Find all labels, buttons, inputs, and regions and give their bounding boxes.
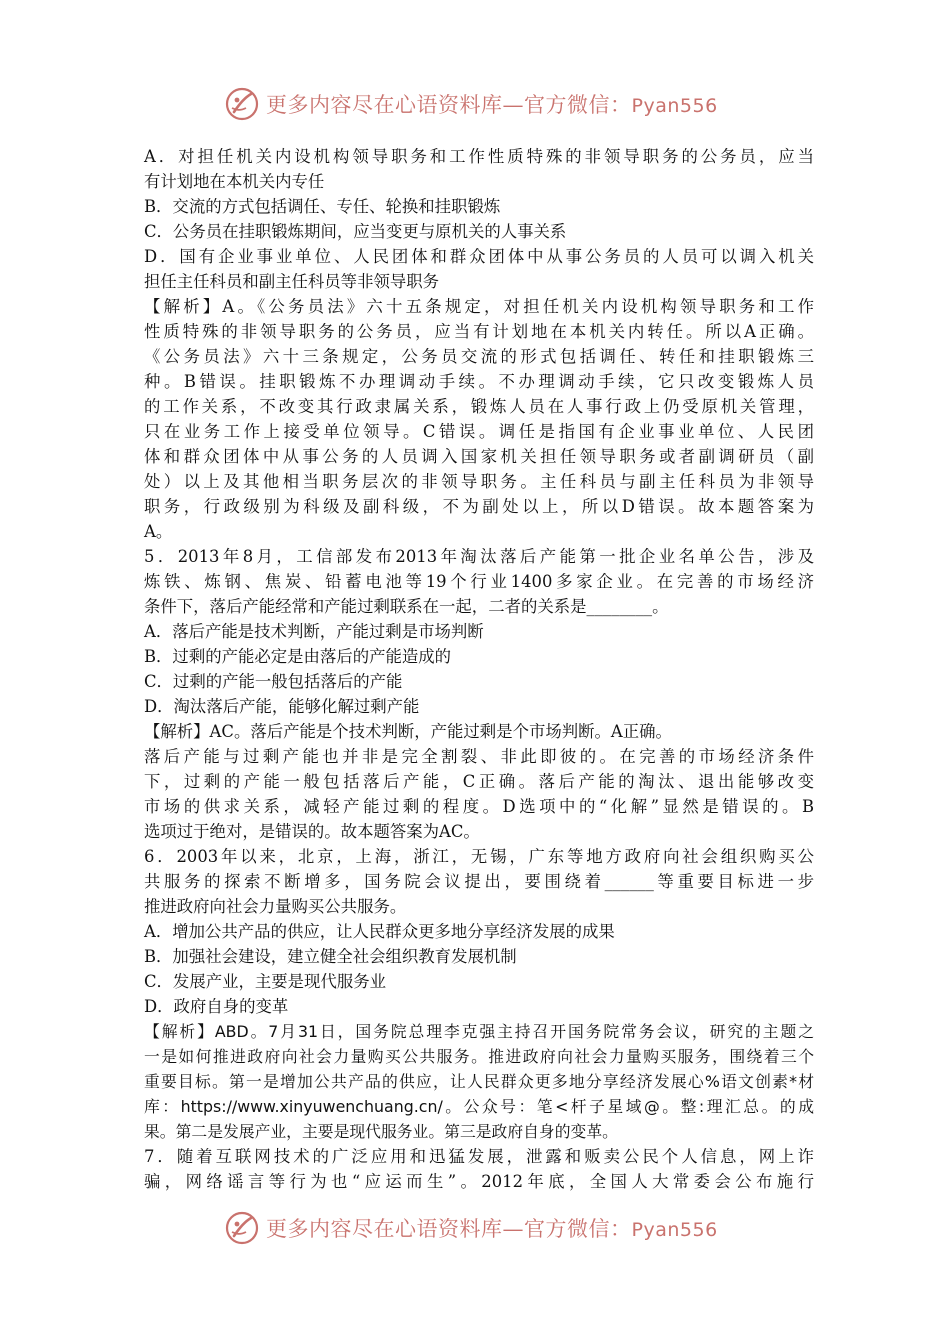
text-line: B．加强社会建设，建立健全社会组织教育发展机制 [144,947,517,966]
text-line: D．国有企业事业单位、人民团体和群众团体中从事公务员的人员可以调入机关 [144,247,814,266]
text-line: C．公务员在挂职锻炼期间，应当变更与原机关的人事关系 [144,222,567,241]
text-line: A．对担任机关内设机构领导职务和工作性质特殊的非领导职务的公务员，应当 [144,147,814,166]
text-line: 一是如何推进政府向社会力量购买公共服务。推进政府向社会力量购买服务，围绕着三个 [144,1047,814,1066]
text-line: 下，过剩的产能一般包括落后产能，C正确。落后产能的淘汰、退出能够改变 [144,772,814,791]
banner-text: 更多内容尽在心语资料库—官方微信：Pyan556 [266,1217,718,1241]
text-line: 共服务的探索不断增多，国务院会议提出，要围绕着______等重要目标进一步 [144,872,814,891]
text-line: 骗，网络谣言等行为也“应运而生”。2012年底，全国人大常委会公布施行 [144,1172,814,1191]
text-line: 种。B错误。挂职锻炼不办理调动手续。不办理调动手续，它只改变锻炼人员 [144,372,814,391]
text-line: A．落后产能是技术判断，产能过剩是市场判断 [144,622,484,641]
text-line: 职务，行政级别为科级及副科级，不为副处以上，所以D错误。故本题答案为 [144,497,814,516]
pen-scroll-logo-icon [224,86,260,122]
text-line: B．过剩的产能必定是由落后的产能造成的 [144,647,452,666]
text-line: C．过剩的产能一般包括落后的产能 [144,672,403,691]
text-line: 7．随着互联网技术的广泛应用和迅猛发展，泄露和贩卖公民个人信息，网上诈 [144,1147,814,1166]
footer-banner [224,1208,744,1248]
text-line: 5．2013年8月，工信部发布2013年淘汰落后产能第一批企业名单公告，涉及 [144,547,814,566]
text-line: 【解析】A。《公务员法》六十五条规定，对担任机关内设机构领导职务和工作 [144,297,814,316]
text-line: 【解析】AC。落后产能是个技术判断，产能过剩是个市场判断。A正确。 [144,722,672,741]
text-line: 体和群众团体中从事公务的人员调入国家机关担任领导职务或者副调研员（副 [144,447,814,466]
text-line: D．政府自身的变革 [144,997,289,1016]
text-line: 选项过于绝对，是错误的。故本题答案为AC。 [144,822,480,841]
text-line: 市场的供求关系，减轻产能过剩的程度。D选项中的“化解”显然是错误的。B [144,797,814,816]
wechat-id: Pyan556 [631,95,718,117]
text-line: D．淘汰落后产能，能够化解过剩产能 [144,697,420,716]
text-line: 推进政府向社会力量购买公共服务。 [144,897,407,916]
text-line: 6．2003年以来，北京，上海，浙江，无锡，广东等地方政府向社会组织购买公 [144,847,814,866]
text-line: 条件下，落后产能经常和产能过剩联系在一起，二者的关系是________。 [144,597,669,616]
text-line: 性质特殊的非领导职务的公务员，应当有计划地在本机关内转任。所以A正确。 [144,322,814,341]
text-line: 担任主任科员和副主任科员等非领导职务 [144,272,440,291]
text-line: A．增加公共产品的供应，让人民群众更多地分享经济发展的成果 [144,922,615,941]
banner-text: 更多内容尽在心语资料库—官方微信：Pyan556 [266,93,718,117]
document-body [144,144,814,1194]
text-line: 落后产能与过剩产能也并非是完全割裂、非此即彼的。在完善的市场经济条件 [144,747,814,766]
wechat-id: Pyan556 [631,1219,718,1241]
text-line: 只在业务工作上接受单位领导。C错误。调任是指国有企业事业单位、人民团 [144,422,814,441]
text-line: 有计划地在本机关内专任 [144,172,325,191]
text-line: 【解析】ABD。7月31日，国务院总理李克强主持召开国务院常务会议，研究的主题之 [144,1022,814,1041]
text-line: C．发展产业，主要是现代服务业 [144,972,387,991]
header-banner [224,84,744,124]
text-line: 处）以上及其他相当职务层次的非领导职务。主任科员与副主任科员为非领导 [144,472,814,491]
text-line: 的工作关系，不改变其行政隶属关系，锻炼人员在人事行政上仍受原机关管理， [144,397,814,416]
text-line: A。 [144,522,173,541]
text-line: 果。第二是发展产业，主要是现代服务业。第三是政府自身的变革。 [144,1122,618,1141]
text-line: 《公务员法》六十三条规定，公务员交流的形式包括调任、转任和挂职锻炼三 [144,347,814,366]
text-line: B．交流的方式包括调任、专任、轮换和挂职锻炼 [144,197,501,216]
text-line: 重要目标。第一是增加公共产品的供应，让人民群众更多地分享经济发展心%语文创素*材 [144,1072,814,1091]
pen-scroll-logo-icon [224,1210,260,1246]
text-line: 库：https://www.xinyuwenchuang.cn/。公众号：笔<杆子星域@。整:理汇总。的成 [144,1097,814,1116]
text-line: 炼铁、炼钢、焦炭、铅蓄电池等19个行业1400多家企业。在完善的市场经济 [144,572,814,591]
